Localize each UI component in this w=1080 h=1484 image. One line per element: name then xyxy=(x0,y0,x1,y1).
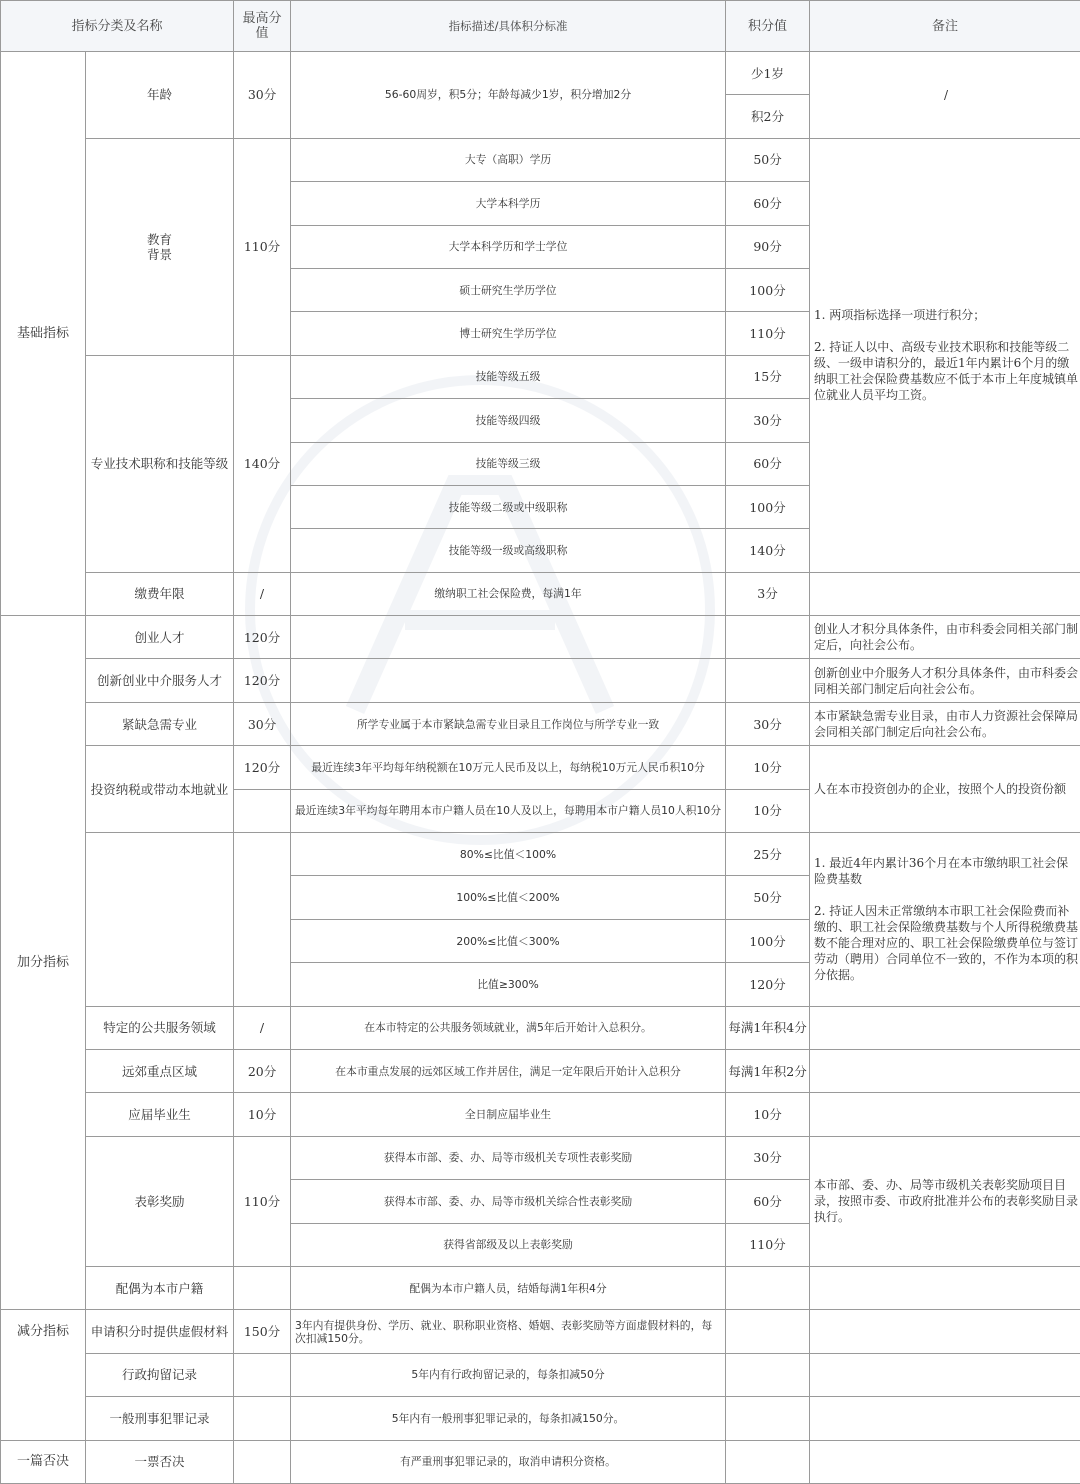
item-remark: 人在本市投资创办的企业，按照个人的投资份额 xyxy=(810,746,1080,833)
item-desc: 5年内有行政拘留记录的，每条扣减50分 xyxy=(291,1353,726,1396)
item-desc: 技能等级三级 xyxy=(291,442,726,485)
item-points: 10分 xyxy=(726,789,810,832)
item-name: 缴费年限 xyxy=(86,572,234,615)
item-name: 远郊重点区域 xyxy=(86,1049,234,1092)
item-points: 30分 xyxy=(726,399,810,442)
item-desc: 获得省部级及以上表彰奖励 xyxy=(291,1223,726,1266)
section-veto: 一篇否决 xyxy=(1,1440,86,1483)
item-remark: 创新创业中介服务人才积分具体条件，由市科委会同相关部门制定后向社会公布。 xyxy=(810,659,1080,702)
item-points: 30分 xyxy=(726,1136,810,1179)
item-max xyxy=(234,833,291,1007)
item-desc: 在本市重点发展的远郊区域工作并居住，满足一定年限后开始计入总积分 xyxy=(291,1049,726,1092)
item-max: 110分 xyxy=(234,1136,291,1266)
item-name: 紧缺急需专业 xyxy=(86,702,234,745)
item-desc: 全日制应届毕业生 xyxy=(291,1093,726,1136)
item-points: 50分 xyxy=(726,876,810,919)
table-row xyxy=(1,52,1080,95)
item-max: 20分 xyxy=(234,1049,291,1092)
item-points xyxy=(726,1310,810,1353)
item-remark: / xyxy=(810,52,1080,139)
item-desc: 硕士研究生学历学位 xyxy=(291,268,726,311)
header-points: 积分值 xyxy=(726,1,810,52)
item-max: / xyxy=(234,1006,291,1049)
item-points: 每满1年积2分 xyxy=(726,1049,810,1092)
table-row xyxy=(1,616,1080,659)
item-max xyxy=(234,789,291,832)
item-max: 30分 xyxy=(234,702,291,745)
item-remark: 1. 两项指标选择一项进行积分； 2. 持证人以中、高级专业技术职称和技能等级二级、一级申请积分的，最近1年内累计6个月的缴纳职工社会保险费基数应不低于本市上年度城镇单位就业人员平均工资。 xyxy=(810,138,1080,572)
item-points xyxy=(726,1266,810,1309)
table-row xyxy=(1,1266,1080,1309)
item-name: 应届毕业生 xyxy=(86,1093,234,1136)
item-max xyxy=(234,1353,291,1396)
section-deduction: 减分指标 xyxy=(1,1310,86,1440)
item-points xyxy=(726,1353,810,1396)
item-desc: 技能等级二级或中级职称 xyxy=(291,485,726,528)
item-desc: 获得本市部、委、办、局等市级机关专项性表彰奖励 xyxy=(291,1136,726,1179)
item-max xyxy=(234,1440,291,1483)
item-remark xyxy=(810,1049,1080,1092)
item-name: 配偶为本市户籍 xyxy=(86,1266,234,1309)
item-points: 60分 xyxy=(726,182,810,225)
item-points: 60分 xyxy=(726,442,810,485)
item-desc: 200%≤比值＜300% xyxy=(291,919,726,962)
item-desc: 技能等级五级 xyxy=(291,355,726,398)
item-points: 3分 xyxy=(726,572,810,615)
item-points xyxy=(726,659,810,702)
item-points: 110分 xyxy=(726,1223,810,1266)
item-name: 行政拘留记录 xyxy=(86,1353,234,1396)
header-description: 指标描述/具体积分标准 xyxy=(291,1,726,52)
table-row xyxy=(1,833,1080,876)
table-row xyxy=(1,659,1080,702)
table-row xyxy=(1,1136,1080,1179)
item-name: 投资纳税或带动本地就业 xyxy=(86,746,234,833)
item-desc: 技能等级四级 xyxy=(291,399,726,442)
item-points: 110分 xyxy=(726,312,810,355)
table-row xyxy=(1,1093,1080,1136)
item-points: 25分 xyxy=(726,833,810,876)
item-desc: 所学专业属于本市紧缺急需专业目录且工作岗位与所学专业一致 xyxy=(291,702,726,745)
item-max: 150分 xyxy=(234,1310,291,1353)
item-points: 60分 xyxy=(726,1180,810,1223)
item-points: 30分 xyxy=(726,702,810,745)
item-desc: 缴纳职工社会保险费，每满1年 xyxy=(291,572,726,615)
item-points: 100分 xyxy=(726,268,810,311)
table-row xyxy=(1,1397,1080,1440)
item-desc: 3年内有提供身份、学历、就业、职称职业资格、婚姻、表彰奖励等方面虚假材料的，每次扣减150分。 xyxy=(291,1310,726,1353)
item-desc: 有严重刑事犯罪记录的，取消申请积分资格。 xyxy=(291,1440,726,1483)
item-remark xyxy=(810,1266,1080,1309)
item-points: 120分 xyxy=(726,963,810,1006)
item-max: 120分 xyxy=(234,616,291,659)
item-max: / xyxy=(234,572,291,615)
item-desc: 配偶为本市户籍人员，结婚每满1年积4分 xyxy=(291,1266,726,1309)
item-remark xyxy=(810,1353,1080,1396)
item-points: 140分 xyxy=(726,529,810,572)
item-remark xyxy=(810,572,1080,615)
table-row xyxy=(1,1006,1080,1049)
table-row xyxy=(1,1440,1080,1483)
item-name: 专业技术职称和技能等级 xyxy=(86,355,234,572)
item-remark xyxy=(810,1310,1080,1353)
header-row xyxy=(1,1,1080,52)
item-desc: 比值≥300% xyxy=(291,963,726,1006)
table-row xyxy=(1,702,1080,745)
table-row xyxy=(1,1310,1080,1353)
table-row xyxy=(1,138,1080,181)
header-remarks: 备注 xyxy=(810,1,1080,52)
item-points xyxy=(726,616,810,659)
item-remark xyxy=(810,1006,1080,1049)
item-points: 100分 xyxy=(726,919,810,962)
item-desc: 最近连续3年平均每年聘用本市户籍人员在10人及以上，每聘用本市户籍人员10人积10分 xyxy=(291,789,726,832)
item-remark: 本市部、委、办、局等市级机关表彰奖励项目目录，按照市委、市政府批准并公布的表彰奖励目录执行。 xyxy=(810,1136,1080,1266)
header-category: 指标分类及名称 xyxy=(1,1,234,52)
item-max: 10分 xyxy=(234,1093,291,1136)
item-name: 申请积分时提供虚假材料 xyxy=(86,1310,234,1353)
item-points: 50分 xyxy=(726,138,810,181)
item-max: 120分 xyxy=(234,746,291,789)
item-name: 创新创业中介服务人才 xyxy=(86,659,234,702)
item-points: 少1岁 xyxy=(726,52,810,95)
item-desc: 在本市特定的公共服务领域就业，满5年后开始计入总积分。 xyxy=(291,1006,726,1049)
item-desc: 5年内有一般刑事犯罪记录的，每条扣减150分。 xyxy=(291,1397,726,1440)
item-points: 每满1年积4分 xyxy=(726,1006,810,1049)
item-points: 10分 xyxy=(726,746,810,789)
section-basic: 基础指标 xyxy=(1,52,86,616)
item-desc: 大专（高职）学历 xyxy=(291,138,726,181)
table-row xyxy=(1,1049,1080,1092)
item-points xyxy=(726,1397,810,1440)
item-desc: 100%≤比值＜200% xyxy=(291,876,726,919)
item-remark xyxy=(810,1093,1080,1136)
item-max: 140分 xyxy=(234,355,291,572)
item-name xyxy=(86,833,234,1007)
item-max: 110分 xyxy=(234,138,291,355)
item-points: 10分 xyxy=(726,1093,810,1136)
item-desc: 技能等级一级或高级职称 xyxy=(291,529,726,572)
item-desc: 大学本科学历和学士学位 xyxy=(291,225,726,268)
item-max: 30分 xyxy=(234,52,291,139)
item-points: 90分 xyxy=(726,225,810,268)
item-max: 120分 xyxy=(234,659,291,702)
item-remark: 本市紧缺急需专业目录，由市人力资源社会保障局会同相关部门制定后向社会公布。 xyxy=(810,702,1080,745)
item-points: 15分 xyxy=(726,355,810,398)
item-points: 100分 xyxy=(726,485,810,528)
item-name: 一般刑事犯罪记录 xyxy=(86,1397,234,1440)
item-name: 教育 背景 xyxy=(86,138,234,355)
item-name: 年龄 xyxy=(86,52,234,139)
item-desc: 56-60周岁，积5分；年龄每减少1岁，积分增加2分 xyxy=(291,52,726,139)
table-row xyxy=(1,746,1080,789)
table-row xyxy=(1,1353,1080,1396)
item-points xyxy=(726,1440,810,1483)
item-desc: 最近连续3年平均每年纳税额在10万元人民币及以上，每纳税10万元人民币积10分 xyxy=(291,746,726,789)
item-desc xyxy=(291,659,726,702)
item-max xyxy=(234,1266,291,1309)
item-max xyxy=(234,1397,291,1440)
item-remark xyxy=(810,1440,1080,1483)
item-name: 一票否决 xyxy=(86,1440,234,1483)
item-name: 表彰奖励 xyxy=(86,1136,234,1266)
item-name: 特定的公共服务领域 xyxy=(86,1006,234,1049)
item-remark: 1. 最近4年内累计36个月在本市缴纳职工社会保险费基数 2. 持证人因未正常缴纳本市职工社会保险费而补缴的、职工社会保险缴费基数与个人所得税缴费基数不能合理对应的、职工社会保险缴费单位与签订劳动（聘用）合同单位不一致的，不作为本项的积分依据。 xyxy=(810,833,1080,1007)
section-bonus: 加分指标 xyxy=(1,616,86,1310)
item-name: 创业人才 xyxy=(86,616,234,659)
item-desc: 80%≤比值＜100% xyxy=(291,833,726,876)
item-desc: 获得本市部、委、办、局等市级机关综合性表彰奖励 xyxy=(291,1180,726,1223)
item-remark xyxy=(810,1397,1080,1440)
item-remark: 创业人才积分具体条件，由市科委会同相关部门制定后，向社会公布。 xyxy=(810,616,1080,659)
item-desc xyxy=(291,616,726,659)
header-max-score: 最高分值 xyxy=(234,1,291,52)
item-desc: 博士研究生学历学位 xyxy=(291,312,726,355)
item-points: 积2分 xyxy=(726,95,810,138)
table-row xyxy=(1,572,1080,615)
item-desc: 大学本科学历 xyxy=(291,182,726,225)
